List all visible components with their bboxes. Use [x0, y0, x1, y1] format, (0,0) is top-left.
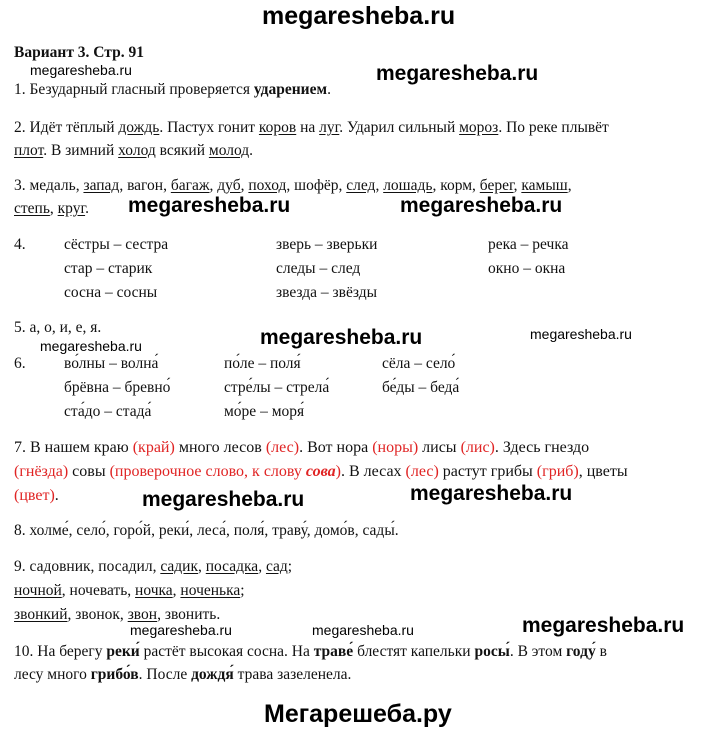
watermark-mid: megaresheba.ru: [410, 482, 573, 505]
task-9-line-3: звонкий, звонок, звон, звонить.: [14, 606, 221, 623]
watermark-mid: megaresheba.ru: [260, 326, 423, 349]
task-3-line-2: степь, круг.: [14, 200, 89, 217]
watermark-small: megaresheba.ru: [40, 338, 142, 354]
task-4-cell: сосна – сосны: [64, 284, 158, 301]
task-4-cell: окно – окна: [488, 260, 566, 277]
task-3-line-1: 3. медаль, запад, вагон, багаж, дуб, поход, шофёр, след, лошадь, корм, берег, камыш,: [14, 177, 572, 194]
watermark-mid: megaresheba.ru: [128, 194, 291, 217]
task-6-cell: ста́до – стада́: [64, 403, 152, 420]
task-10-line-2: лесу много грибо́в. После дождя́ трава зазеленела.: [14, 666, 352, 683]
task-4-cell: стар – старик: [64, 260, 153, 277]
task-6-cell: бе́ды – беда́: [382, 379, 460, 396]
task-5: 5. а, о, и, е, я.: [14, 319, 102, 336]
watermark-small: megaresheba.ru: [30, 62, 132, 78]
task-6-cell: стре́лы – стрела́: [224, 379, 330, 396]
task-6-cell: по́ле – поля́: [224, 355, 301, 372]
task-1: 1. Безударный гласный проверяется ударением.: [14, 81, 331, 98]
task-9-line-2: ночной, ночевать, ночка, ноченька;: [14, 582, 245, 599]
page-title: Вариант 3. Стр. 91: [14, 44, 144, 61]
task-7-line-3: (цвет).: [14, 487, 59, 504]
task-9-line-1: 9. садовник, посадил, садик, посадка, сад;: [14, 558, 293, 575]
task-7-line-2: (гнёзда) совы (проверочное слово, к слову сова). В лесах (лес) растут грибы (гриб), цветы: [14, 463, 628, 480]
task-8: 8. холме́, село́, горо́й, реки́, леса́, поля́, траву́, домо́в, сады́.: [14, 522, 399, 539]
watermark-mid: megaresheba.ru: [400, 194, 563, 217]
task-4-cell: сёстры – сестра: [64, 236, 169, 253]
watermark-small: megaresheba.ru: [530, 326, 632, 342]
task-4-cell: река – речка: [488, 236, 569, 253]
watermark-mid: megaresheba.ru: [522, 614, 685, 637]
task-6-cell: брёвна – бревно́: [64, 379, 171, 396]
task-6-cell: сёла – село́: [382, 355, 456, 372]
watermark-mid: megaresheba.ru: [142, 488, 305, 511]
task-6-cell: мо́ре – моря́: [224, 403, 305, 420]
watermark-small: megaresheba.ru: [312, 622, 414, 638]
task-6-number: 6.: [14, 355, 26, 372]
task-4-number: 4.: [14, 236, 26, 253]
watermark-top: megaresheba.ru: [262, 2, 456, 30]
task-6-cell: во́лны – волна́: [64, 355, 159, 372]
task-10-line-1: 10. На берегу реки́ растёт высокая сосна. На траве́ блестят капельки росы́. В этом году́ в: [14, 643, 607, 660]
task-4-cell: следы – след: [276, 260, 361, 277]
task-2-line-1: 2. Идёт тёплый дождь. Пастух гонит коров на луг. Ударил сильный мороз. По реке плывёт: [14, 119, 609, 136]
task-4-cell: зверь – зверьки: [276, 236, 378, 253]
watermark-mid: megaresheba.ru: [376, 62, 539, 85]
watermark-bottom: Мегарешеба.ру: [264, 700, 452, 728]
watermark-small: megaresheba.ru: [130, 622, 232, 638]
task-2-line-2: плот. В зимний холод всякий молод.: [14, 142, 254, 159]
task-7-line-1: 7. В нашем краю (край) много лесов (лес). Вот нора (норы) лисы (лис). Здесь гнездо: [14, 439, 590, 456]
task-4-cell: звезда – звёзды: [276, 284, 377, 301]
